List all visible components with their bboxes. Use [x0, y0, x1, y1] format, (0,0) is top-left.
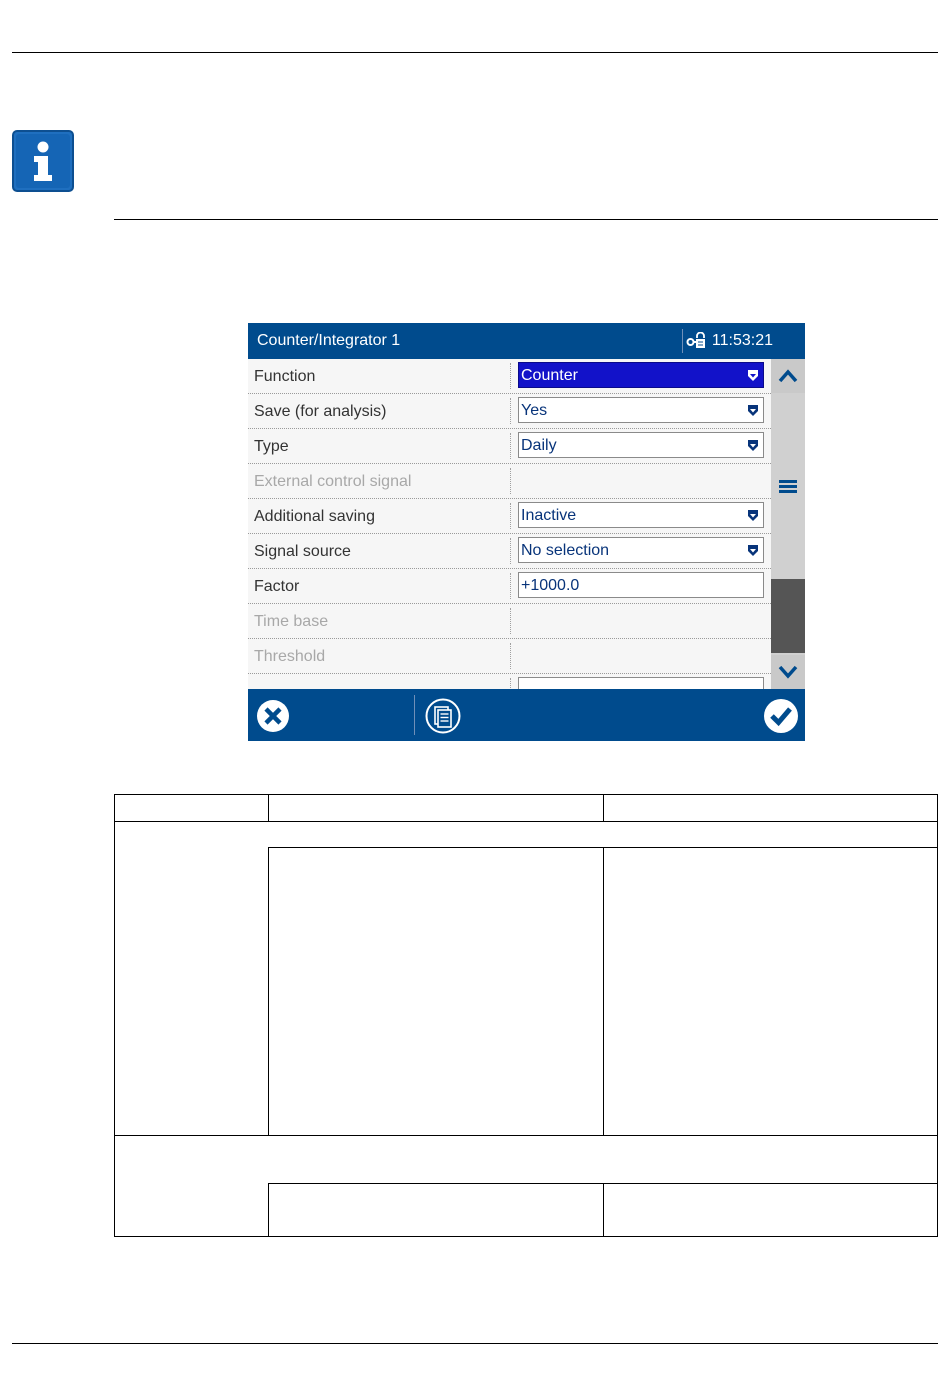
chevron-up-icon [771, 359, 805, 393]
table-line [114, 821, 938, 822]
scroll-thumb[interactable] [771, 579, 805, 653]
row-label: Type [254, 438, 289, 455]
checkmark-icon[interactable] [763, 698, 799, 734]
table-line [937, 794, 938, 1237]
row-time-base [248, 604, 771, 639]
row-divider [510, 608, 511, 634]
table-line [603, 794, 604, 822]
row-label: Signal source [254, 543, 351, 560]
scroll-up-button[interactable] [771, 359, 805, 393]
row-divider [510, 468, 511, 494]
dropdown-icon [747, 544, 759, 557]
additional-saving-select[interactable] [518, 502, 764, 528]
row-divider [510, 398, 511, 424]
dropdown-icon [747, 439, 759, 452]
lock-icon [686, 332, 706, 350]
row-factor[interactable] [248, 569, 771, 604]
menu-icon [771, 474, 805, 498]
table-line [268, 847, 269, 1136]
row-threshold [248, 639, 771, 674]
table-line [114, 794, 938, 795]
row-divider [510, 433, 511, 459]
field-value: Inactive [521, 507, 577, 524]
scroll-down-button[interactable] [771, 655, 805, 689]
row-partial[interactable] [248, 674, 771, 689]
action-separator [414, 695, 415, 735]
field-value: Counter [521, 367, 578, 384]
table-line [114, 1236, 938, 1237]
dropdown-icon [747, 509, 759, 522]
row-divider [510, 573, 511, 599]
info-icon [12, 130, 74, 192]
chevron-down-icon [771, 655, 805, 689]
row-save-for-analysis[interactable] [248, 394, 771, 429]
table-line [603, 1183, 604, 1237]
table-line [603, 847, 604, 1136]
row-type[interactable] [248, 429, 771, 464]
table-line [114, 1135, 938, 1136]
device-screen [248, 323, 805, 741]
device-action-bar [248, 689, 805, 741]
row-external-control-signal [248, 464, 771, 499]
row-divider [510, 503, 511, 529]
device-title: Counter/Integrator 1 [257, 332, 401, 349]
table-line [268, 794, 269, 822]
info-rule [114, 219, 938, 220]
row-label: Time base [254, 613, 329, 630]
parameter-list [248, 359, 771, 689]
device-title-bar [248, 323, 805, 359]
row-divider [510, 678, 511, 689]
partial-select[interactable] [518, 677, 764, 689]
scroll-menu-button[interactable] [771, 474, 805, 498]
field-value: +1000.0 [521, 577, 580, 594]
row-divider [510, 643, 511, 669]
save-select[interactable] [518, 397, 764, 423]
row-label: External control signal [254, 473, 412, 490]
factor-input[interactable] [518, 572, 764, 598]
title-separator [682, 329, 683, 353]
row-divider [510, 363, 511, 389]
signal-source-select[interactable] [518, 537, 764, 563]
field-value: No selection [521, 542, 610, 559]
row-divider [510, 538, 511, 564]
function-select[interactable] [518, 362, 764, 388]
clock: 11:53:21 [711, 332, 773, 349]
field-value: Yes [521, 402, 548, 419]
row-label: Function [254, 368, 316, 385]
row-function[interactable] [248, 359, 771, 394]
scrollbar[interactable] [771, 359, 805, 689]
row-label: Save (for analysis) [254, 403, 387, 420]
dropdown-icon [747, 369, 759, 382]
row-label: Additional saving [254, 508, 375, 525]
header-rule [12, 52, 938, 53]
dropdown-icon [747, 404, 759, 417]
row-label: Factor [254, 578, 300, 595]
field-value: Daily [521, 437, 557, 454]
cancel-icon[interactable] [256, 699, 290, 733]
row-label: Threshold [254, 648, 326, 665]
document-icon[interactable] [425, 698, 461, 734]
type-select[interactable] [518, 432, 764, 458]
table-line [114, 794, 115, 1237]
table-line [268, 1183, 269, 1237]
row-signal-source[interactable] [248, 534, 771, 569]
row-additional-saving[interactable] [248, 499, 771, 534]
footer-rule [12, 1343, 938, 1344]
